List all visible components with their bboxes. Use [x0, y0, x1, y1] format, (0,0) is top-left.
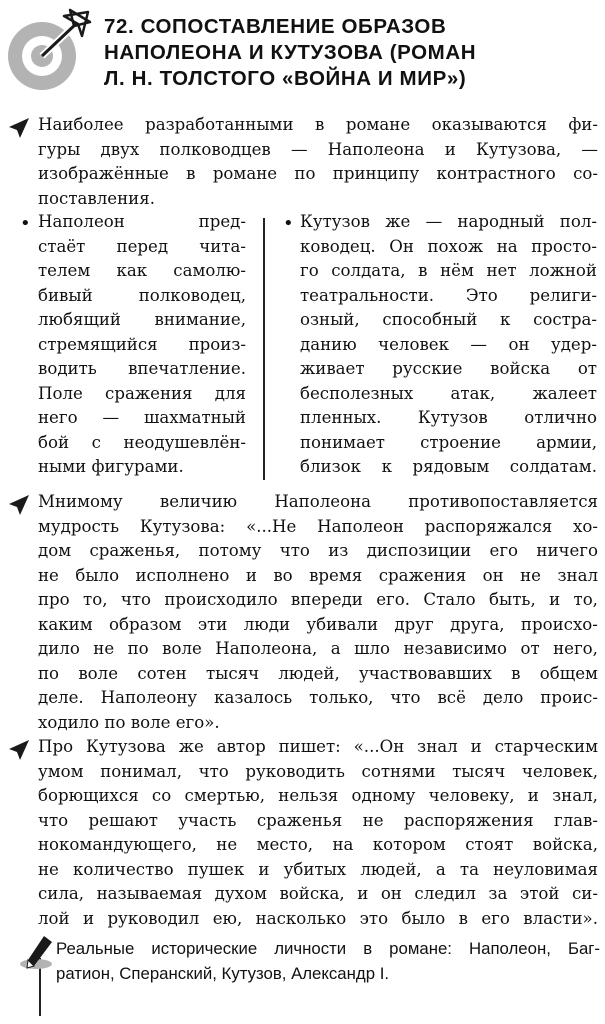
pointer-arrow-icon — [8, 494, 30, 516]
text-line: изображённые в романе по принципу контрастного со- — [38, 164, 598, 183]
text-line: не было исполнено и во время сражения он не знал — [38, 565, 598, 585]
text-line: деле. Наполеону казалось только, что всё дело проис- — [38, 688, 598, 707]
napoleon-paragraph — [0, 490, 605, 740]
right-column-line: живает русские войска от — [300, 359, 597, 378]
left-column-line: любящий внимание, — [38, 310, 246, 329]
bullet: • — [20, 213, 31, 234]
right-column-line: пленных. Кутузов отлично — [300, 408, 597, 427]
intro-paragraph — [0, 113, 605, 213]
text-line: дило не по воле Наполеона, а шло независимо от него, — [38, 639, 598, 658]
left-column-line: телем как самолю- — [38, 261, 246, 280]
left-column-line: ными фигурами. — [38, 457, 184, 476]
left-column-line: бивый полководец, — [38, 285, 246, 305]
left-column-line: водить впечатление. — [38, 359, 246, 378]
right-column-line: данию человек — он удер- — [300, 334, 597, 354]
left-column-line: стаёт перед чита- — [38, 236, 246, 256]
bullet: • — [283, 213, 294, 234]
left-column-line: стремящийся произ- — [38, 334, 246, 354]
text-line: про то, что происходило впереди его. Стало быть, и то, — [38, 590, 598, 609]
pointer-arrow-icon — [8, 739, 30, 761]
text-line: не количество пушек и убитых людей, а та неуловимая — [38, 859, 598, 879]
text-line: Про Кутузова же автор пишет: «...Он знал и старческим — [38, 737, 598, 756]
text-line: лой и руководил ею, насколько это было в его власти». — [38, 908, 598, 928]
pointer-arrow-icon — [8, 117, 30, 139]
title-line: 72. СОПОСТАВЛЕНИЕ ОБРАЗОВ — [104, 15, 447, 38]
column-divider — [263, 218, 265, 480]
text-line: нокомандующего, не место, на котором стоят войска, — [38, 835, 598, 854]
right-column-line: Кутузов же — народный пол- — [300, 212, 597, 231]
note-block — [0, 928, 605, 1024]
comparison-columns — [0, 210, 605, 480]
right-column-line: ководец. Он похож на просто- — [300, 236, 597, 256]
page-title — [104, 14, 594, 92]
note-line: ратион, Сперанский, Кутузов, Александр I. — [56, 964, 390, 983]
left-column-line: Наполеон пред- — [38, 212, 246, 231]
note-line: Реальные исторические личности в романе: Наполеон, Баг- — [56, 939, 600, 958]
text-line: гуры двух полководцев — Наполеона и Кутузова, — — [38, 139, 598, 159]
text-line: каким образом эти люди убивали друг друга, происхо- — [38, 614, 598, 634]
right-column-line: го солдата, в нём нет ложной — [300, 261, 597, 280]
left-column-line: бой с неодушевлён- — [38, 432, 246, 452]
text-line: поставления. — [38, 188, 155, 208]
note-text — [56, 936, 600, 986]
right-column-line: бесполезных атак, жалеет — [300, 383, 597, 403]
right-column-line: театральности. Это религи- — [300, 285, 597, 305]
text-line: умом понимал, что руководить сотнями тысяч человек, — [38, 761, 598, 781]
text-line: по воле сотен тысяч людей, участвовавших в общем — [38, 663, 598, 683]
kutuzov-paragraph — [0, 735, 605, 935]
right-column-line: близок к рядовым солдатам. — [300, 457, 597, 476]
text-line: мудрость Кутузова: «...Не Наполеон распоряжался хо- — [38, 516, 598, 536]
left-column-line: Поле сражения для — [38, 383, 246, 403]
text-line: ходило по воле его». — [38, 712, 220, 732]
text-line: дом сраженья, потому что из диспозиции его ничего — [38, 541, 598, 560]
target-arrow-icon — [4, 8, 94, 94]
text-line: что решают участь сраженья не распоряжения глав- — [38, 810, 598, 830]
title-line: Л. Н. ТОЛСТОГО «ВОЙНА И МИР») — [104, 67, 467, 90]
text-line: Мнимому величию Наполеона противопоставляется — [38, 492, 598, 511]
right-column-line: понимает строение армии, — [300, 432, 597, 452]
right-column-line: озный, способный к состра- — [300, 310, 597, 329]
title-line: НАПОЛЕОНА И КУТУЗОВА (РОМАН — [104, 41, 477, 64]
text-line: борющихся со смертью, нельзя одному человеку, и знал, — [38, 786, 598, 805]
text-line: Наиболее разработанными в романе оказываются фи- — [38, 115, 598, 134]
header — [0, 0, 605, 100]
pen-icon — [14, 932, 56, 978]
text-line: сила, называемая духом войска, и он следил за этой си- — [38, 884, 598, 903]
left-column-line: него — шахматный — [38, 408, 246, 427]
